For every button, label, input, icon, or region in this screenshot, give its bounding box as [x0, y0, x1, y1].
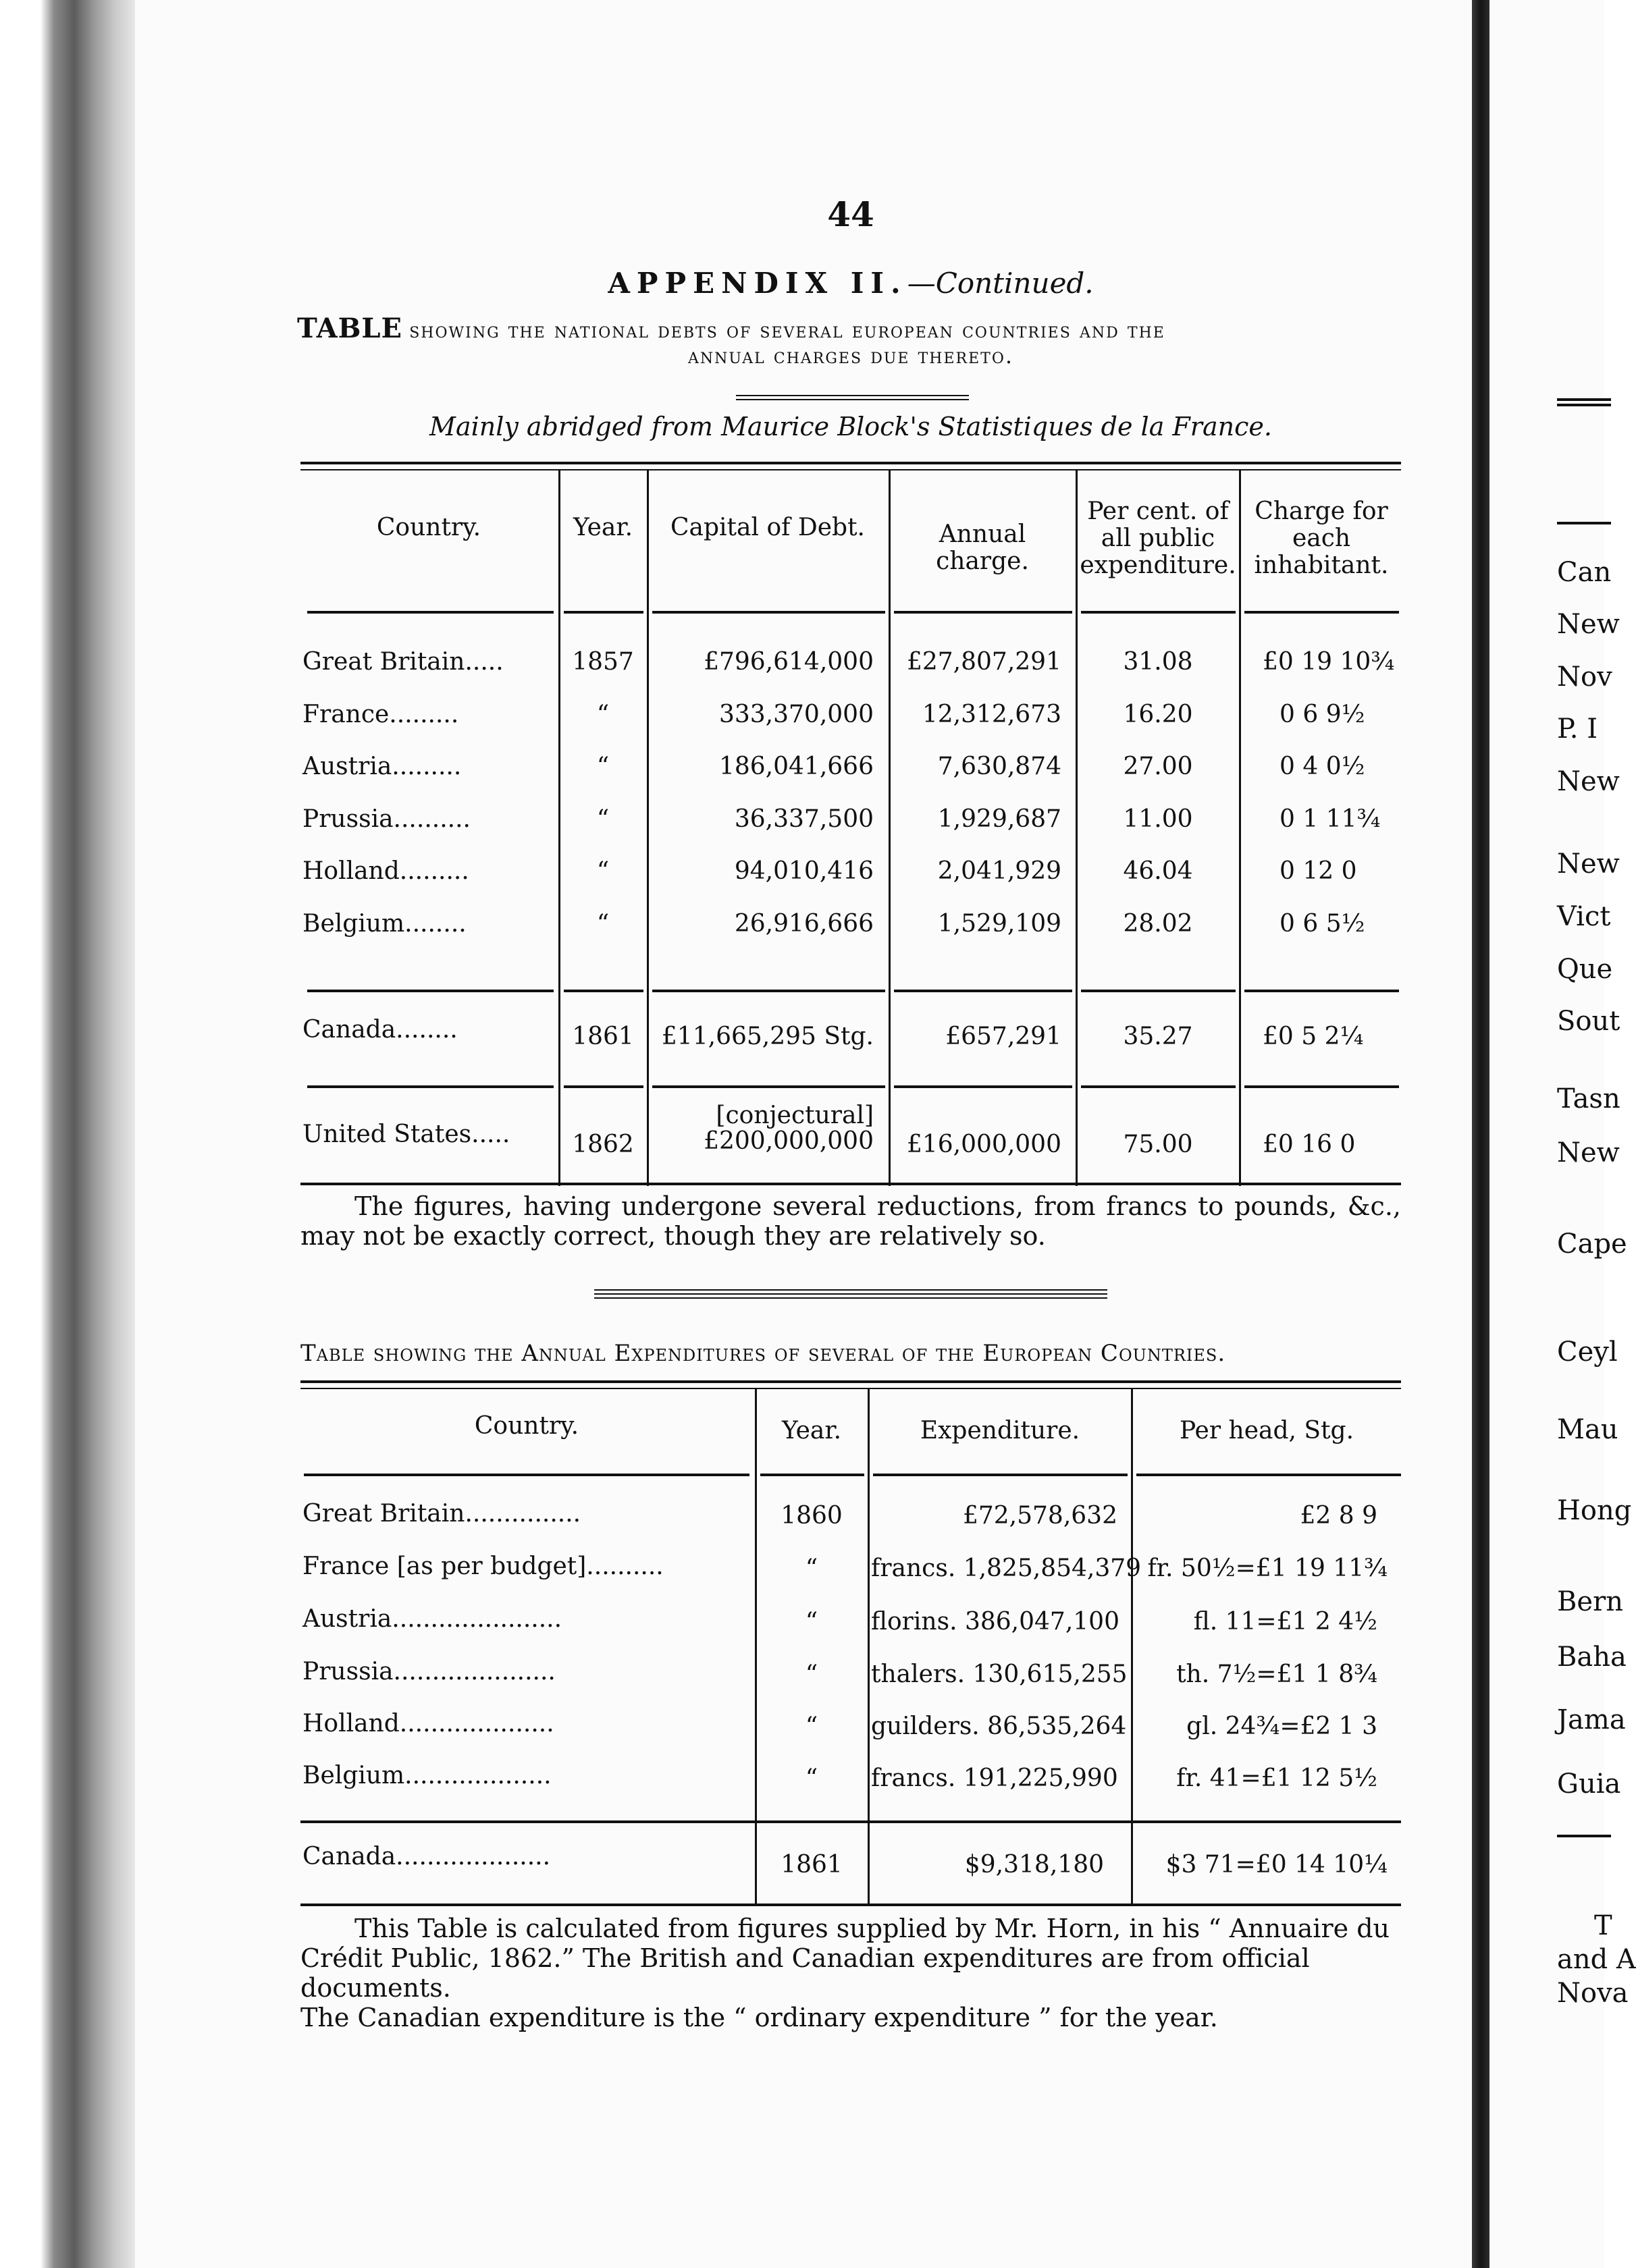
header-country: Country.: [474, 1412, 579, 1440]
column-divider: [558, 470, 560, 1186]
header-expenditure: Expenditure.: [920, 1417, 1080, 1444]
country-cell: United States.....: [302, 1120, 510, 1148]
table2-caption: Table showing the Annual Expenditures of several of the European Countries.: [300, 1340, 1226, 1367]
header-country: Country.: [376, 514, 481, 541]
facing-text: Can: [1557, 557, 1612, 588]
section-rule: [894, 1085, 1072, 1088]
capital-cell: £200,000,000: [704, 1127, 874, 1155]
divider: [736, 399, 969, 400]
year-cell: “: [805, 1660, 818, 1688]
appendix-title: [473, 267, 1229, 300]
perhead-cell: gl. 24¾=£2 1 3: [1186, 1712, 1377, 1740]
header-underline: [760, 1474, 864, 1476]
country-cell: Austria......................: [302, 1605, 562, 1633]
country-cell: Canada........: [302, 1016, 458, 1044]
table2-note-line3: The Canadian expenditure is the “ ordinary expenditure ” for the year.: [300, 2003, 1218, 2032]
percent-cell: 75.00: [1123, 1131, 1193, 1158]
column-divider: [1131, 1389, 1133, 1906]
capital-note-cell: [conjectural]: [716, 1102, 874, 1129]
year-cell: “: [596, 753, 610, 780]
percent-cell: 46.04: [1123, 857, 1193, 885]
year-cell: “: [805, 1764, 818, 1792]
column-divider: [647, 470, 649, 1186]
appendix-label: APPENDIX II.: [608, 267, 907, 300]
perhead-cell: £2 8 9: [1300, 1502, 1377, 1530]
appendix-continued: —Continued.: [907, 267, 1094, 300]
percent-cell: 27.00: [1123, 753, 1193, 780]
section-rule: [652, 1085, 885, 1088]
country-cell: Holland.........: [302, 857, 469, 885]
facing-text: Guia: [1557, 1769, 1621, 1800]
section-rule: [564, 1085, 643, 1088]
facing-rule: [1557, 522, 1611, 524]
table1-caption: [297, 313, 1404, 369]
charge-cell: 0 6 9½: [1279, 701, 1365, 728]
capital-cell: 186,041,666: [718, 753, 874, 780]
section-rule: [652, 990, 885, 992]
column-divider: [1239, 470, 1241, 1186]
perhead-cell: th. 7½=£1 1 8¾: [1176, 1660, 1377, 1688]
table-top-rule: [300, 462, 1401, 464]
facing-text: Tasn: [1557, 1083, 1620, 1114]
column-divider: [755, 1389, 757, 1906]
year-cell: 1862: [572, 1131, 634, 1158]
facing-rule: [1557, 1835, 1611, 1837]
year-cell: “: [805, 1555, 818, 1582]
facing-text: Nova: [1557, 1978, 1629, 2009]
capital-cell: 26,916,666: [734, 910, 874, 938]
facing-text: Bern: [1557, 1586, 1623, 1617]
header-underline: [1136, 1474, 1401, 1476]
year-cell: 1861: [781, 1851, 843, 1879]
year-cell: “: [596, 910, 610, 938]
annual-cell: 7,630,874: [937, 753, 1061, 780]
section-rule: [307, 990, 554, 992]
facing-text: T: [1594, 1910, 1612, 1941]
table1-note: The figures, having undergone several reductions, from francs to pounds, &c., may not be exactly correct, though they are relatively so.: [300, 1191, 1401, 1251]
percent-cell: 28.02: [1123, 910, 1193, 938]
header-underline: [894, 611, 1072, 614]
header-percent: Per cent. of all public expenditure.: [1080, 497, 1236, 579]
divider: [594, 1289, 1107, 1291]
country-cell: France.........: [302, 701, 459, 728]
facing-text: Cape: [1557, 1228, 1627, 1260]
capital-cell: 333,370,000: [718, 701, 874, 728]
section-rule: [1244, 1085, 1399, 1088]
year-cell: “: [805, 1608, 818, 1636]
percent-cell: 31.08: [1123, 648, 1193, 676]
country-cell: Belgium........: [302, 910, 467, 938]
facing-text: Mau: [1557, 1414, 1618, 1445]
country-cell: Prussia..........: [302, 805, 471, 833]
capital-cell: 94,010,416: [734, 857, 874, 885]
facing-text: New: [1557, 848, 1620, 880]
year-cell: “: [596, 805, 610, 833]
table-top-rule: [300, 1388, 1401, 1389]
country-cell: Great Britain...............: [302, 1500, 581, 1528]
expenditure-cell: francs. 1,825,854,379: [871, 1555, 1142, 1582]
charge-cell: 0 12 0: [1279, 857, 1357, 885]
expenditure-cell: thalers. 130,615,255: [871, 1660, 1128, 1688]
table2-note: [300, 1914, 1401, 2032]
facing-page: [1489, 0, 1636, 2268]
year-cell: 1857: [572, 648, 634, 676]
section-rule: [300, 1820, 1401, 1823]
book-spine: [1472, 0, 1489, 2268]
year-cell: 1861: [572, 1023, 634, 1050]
country-cell: Prussia.....................: [302, 1658, 556, 1685]
facing-text: New: [1557, 1137, 1620, 1168]
year-cell: 1860: [781, 1502, 843, 1530]
header-year: Year.: [781, 1417, 842, 1444]
header-underline: [1081, 611, 1236, 614]
column-divider: [1076, 470, 1078, 1186]
year-cell: “: [596, 857, 610, 885]
table1-subtitle: Mainly abridged from Maurice Block's Statistiques de la France.: [429, 412, 1272, 441]
header-underline: [307, 611, 554, 614]
charge-cell: 0 4 0½: [1279, 753, 1365, 780]
header-capital: Capital of Debt.: [670, 514, 866, 541]
country-cell: Belgium...................: [302, 1762, 552, 1789]
annual-cell: 1,529,109: [937, 910, 1061, 938]
table-bottom-rule: [300, 1904, 1401, 1906]
expenditure-cell: florins. 386,047,100: [871, 1608, 1119, 1636]
capital-cell: £11,665,295 Stg.: [661, 1023, 874, 1050]
charge-cell: £0 16 0: [1263, 1131, 1356, 1158]
charge-cell: 0 1 11¾: [1279, 805, 1381, 833]
expenditure-cell: francs. 191,225,990: [871, 1764, 1118, 1792]
country-cell: Austria.........: [302, 753, 462, 780]
header-annual: Annual charge.: [936, 520, 1029, 575]
column-divider: [889, 470, 891, 1186]
charge-cell: £0 5 2¼: [1263, 1023, 1364, 1050]
section-rule: [894, 990, 1072, 992]
header-underline: [873, 1474, 1128, 1476]
facing-text: Que: [1557, 954, 1613, 985]
facing-text: Baha: [1557, 1642, 1627, 1673]
annual-cell: 1,929,687: [937, 805, 1061, 833]
facing-text: New: [1557, 766, 1620, 797]
perhead-cell: fl. 11=£1 2 4½: [1193, 1608, 1377, 1636]
table1-caption-line2: annual charges due thereto.: [687, 343, 1014, 369]
expenditure-cell: £72,578,632: [962, 1502, 1117, 1530]
header-year: Year.: [573, 514, 633, 541]
percent-cell: 11.00: [1123, 805, 1193, 833]
table-bottom-rule: [300, 1183, 1401, 1185]
table2-note-line2: Crédit Public, 1862.” The British and Canadian expenditures are from official documents.: [300, 1943, 1310, 2003]
section-rule: [1081, 990, 1236, 992]
header-charge: Charge for each inhabitant.: [1254, 497, 1389, 579]
facing-text: P. I: [1557, 713, 1598, 745]
section-rule: [307, 1085, 554, 1088]
year-cell: “: [596, 701, 610, 728]
country-cell: Great Britain.....: [302, 648, 504, 676]
facing-text: and A: [1557, 1944, 1636, 1975]
facing-text: Vict: [1557, 901, 1611, 932]
divider: [594, 1297, 1107, 1299]
country-cell: Canada....................: [302, 1843, 551, 1870]
section-rule: [1081, 1085, 1236, 1088]
perhead-cell: fr. 41=£1 12 5½: [1176, 1764, 1377, 1792]
facing-text: Jama: [1557, 1704, 1626, 1735]
divider: [736, 395, 969, 396]
expenditure-cell: guilders. 86,535,264: [871, 1712, 1127, 1740]
header-underline: [304, 1474, 749, 1476]
country-cell: Holland....................: [302, 1710, 554, 1737]
table1-caption-lead: TABLE: [297, 313, 403, 344]
header-underline: [564, 611, 643, 614]
annual-cell: 2,041,929: [937, 857, 1061, 885]
percent-cell: 35.27: [1123, 1023, 1193, 1050]
perhead-cell: fr. 50½=£1 19 11¾: [1147, 1555, 1388, 1582]
header-underline: [1244, 611, 1399, 614]
facing-rule: [1557, 398, 1611, 401]
facing-text: Nov: [1557, 662, 1612, 693]
section-rule: [564, 990, 643, 992]
annual-cell: £657,291: [945, 1023, 1061, 1050]
charge-cell: 0 6 5½: [1279, 910, 1365, 938]
annual-cell: 12,312,673: [922, 701, 1061, 728]
perhead-cell: $3 71=£0 14 10¼: [1165, 1851, 1388, 1879]
year-cell: “: [805, 1712, 818, 1740]
percent-cell: 16.20: [1123, 701, 1193, 728]
header-underline: [652, 611, 885, 614]
section-rule: [1244, 990, 1399, 992]
facing-text: Ceyl: [1557, 1336, 1618, 1368]
annual-cell: £16,000,000: [906, 1131, 1061, 1158]
facing-rule: [1557, 404, 1611, 406]
book-edge: [0, 0, 135, 2268]
table-top-rule: [300, 469, 1401, 470]
table1-caption-line1: showing the national debts of several european countries and the: [409, 317, 1165, 343]
table-top-rule: [300, 1380, 1401, 1383]
table2-note-line1: This Table is calculated from figures supplied by Mr. Horn, in his “ Annuaire du: [354, 1914, 1390, 1943]
capital-cell: £796,614,000: [704, 648, 874, 676]
annual-cell: £27,807,291: [906, 648, 1061, 676]
header-perhead: Per head, Stg.: [1179, 1417, 1354, 1444]
country-cell: France [as per budget]..........: [302, 1552, 664, 1580]
capital-cell: 36,337,500: [734, 805, 874, 833]
facing-text: Sout: [1557, 1006, 1620, 1037]
facing-text: New: [1557, 609, 1620, 640]
column-divider: [868, 1389, 870, 1906]
divider: [594, 1293, 1107, 1295]
page-number: 44: [827, 194, 874, 234]
expenditure-cell: $9,318,180: [964, 1851, 1104, 1879]
facing-text: Hong: [1557, 1495, 1632, 1526]
charge-cell: £0 19 10¾: [1263, 648, 1395, 676]
